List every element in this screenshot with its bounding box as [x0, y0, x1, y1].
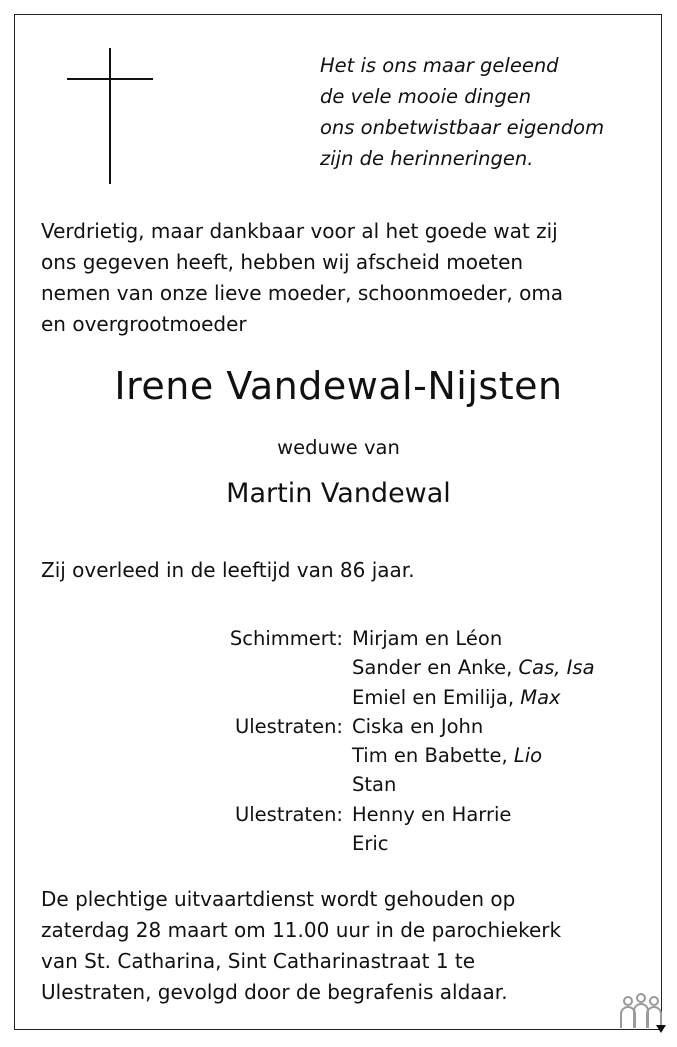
- service-line: zaterdag 28 maart om 11.00 uur in de parochiekerk: [41, 918, 562, 942]
- family-names: Sander en Anke, Cas, Isa: [352, 656, 595, 680]
- family-row: [0, 770, 677, 799]
- family-row: [0, 624, 677, 653]
- family-names: Stan: [352, 773, 397, 797]
- family-names: Tim en Babette, Lio: [352, 744, 543, 768]
- family-names: Emiel en Emilija, Max: [352, 685, 561, 709]
- family-names: Ciska en John: [352, 714, 484, 738]
- service-text: [41, 884, 561, 1008]
- family-row: [0, 683, 677, 712]
- poem-line: de vele mooie dingen: [320, 85, 532, 108]
- intro-line: en overgrootmoeder: [41, 312, 247, 336]
- family-place: Ulestraten:: [234, 802, 343, 826]
- intro-text: [41, 216, 563, 340]
- service-line: De plechtige uitvaartdienst wordt gehouden op: [41, 887, 516, 911]
- family-row: [0, 800, 677, 829]
- family-list: [0, 624, 677, 858]
- family-row: [0, 829, 677, 858]
- service-line: van St. Catharina, Sint Catharinastraat 1 te: [41, 949, 476, 973]
- husband-name: Martin Vandewal: [226, 478, 451, 509]
- family-row: [0, 741, 677, 770]
- deceased-name: Irene Vandewal-Nijsten: [114, 364, 563, 408]
- intro-line: ons gegeven heeft, hebben wij afscheid moeten: [41, 250, 524, 274]
- family-place: Schimmert:: [229, 627, 343, 650]
- poem: [320, 50, 604, 174]
- family-row: [0, 712, 677, 741]
- family-logo-icon: [616, 992, 666, 1034]
- poem-line: ons onbetwistbaar eigendom: [320, 116, 605, 139]
- family-place: Ulestraten:: [234, 714, 343, 738]
- widow-of-label: weduwe van: [277, 436, 400, 459]
- poem-line: zijn de herinneringen.: [320, 147, 534, 170]
- family-names: Mirjam en Léon: [352, 627, 503, 650]
- family-names: Eric: [352, 832, 389, 856]
- service-line: Ulestraten, gevolgd door de begrafenis aldaar.: [41, 980, 508, 1004]
- age-line: Zij overleed in de leeftijd van 86 jaar.: [41, 558, 415, 582]
- poem-line: Het is ons maar geleend: [320, 54, 559, 77]
- family-names: Henny en Harrie: [352, 802, 512, 826]
- family-row: [0, 653, 677, 682]
- intro-line: Verdrietig, maar dankbaar voor al het goede wat zij: [41, 219, 558, 243]
- intro-line: nemen van onze lieve moeder, schoonmoeder, oma: [41, 281, 564, 305]
